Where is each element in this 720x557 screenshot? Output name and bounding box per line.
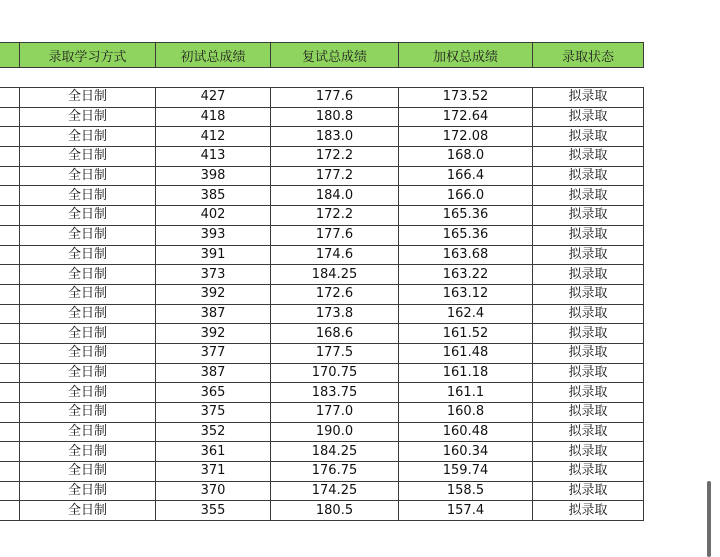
study-mode-cell: 全日制 [20, 442, 156, 462]
table-row [0, 422, 644, 442]
weighted-score-cell: 163.12 [399, 284, 533, 304]
status-cell: 拟录取 [533, 186, 644, 206]
clipped-cell [0, 324, 20, 344]
weighted-score-cell: 161.18 [399, 363, 533, 383]
weighted-score-cell: 159.74 [399, 462, 533, 482]
status-cell: 拟录取 [533, 304, 644, 324]
status-cell: 拟录取 [533, 462, 644, 482]
clipped-cell [0, 343, 20, 363]
weighted-score-cell: 161.52 [399, 324, 533, 344]
study-mode-cell: 全日制 [20, 501, 156, 521]
initial-score-cell: 412 [156, 127, 271, 147]
table-row [0, 343, 644, 363]
study-mode-cell: 全日制 [20, 462, 156, 482]
retest-score-cell: 173.8 [271, 304, 399, 324]
header-cell-clipped [0, 43, 20, 68]
admission-table [0, 42, 644, 521]
status-cell: 拟录取 [533, 324, 644, 344]
header-study-mode: 录取学习方式 [20, 43, 156, 68]
status-cell: 拟录取 [533, 284, 644, 304]
retest-score-cell: 177.6 [271, 225, 399, 245]
study-mode-cell: 全日制 [20, 127, 156, 147]
study-mode-cell: 全日制 [20, 343, 156, 363]
clipped-cell [0, 442, 20, 462]
study-mode-cell: 全日制 [20, 383, 156, 403]
clipped-cell [0, 304, 20, 324]
status-cell: 拟录取 [533, 265, 644, 285]
retest-score-cell: 172.2 [271, 147, 399, 167]
clipped-cell [0, 403, 20, 423]
study-mode-cell: 全日制 [20, 304, 156, 324]
weighted-score-cell: 163.22 [399, 265, 533, 285]
initial-score-cell: 385 [156, 186, 271, 206]
retest-score-cell: 177.6 [271, 88, 399, 108]
table-row [0, 245, 644, 265]
initial-score-cell: 413 [156, 147, 271, 167]
retest-score-cell: 184.0 [271, 186, 399, 206]
study-mode-cell: 全日制 [20, 363, 156, 383]
status-cell: 拟录取 [533, 206, 644, 226]
clipped-cell [0, 481, 20, 501]
initial-score-cell: 393 [156, 225, 271, 245]
clipped-cell [0, 363, 20, 383]
retest-score-cell: 172.6 [271, 284, 399, 304]
weighted-score-cell: 168.0 [399, 147, 533, 167]
weighted-score-cell: 163.68 [399, 245, 533, 265]
study-mode-cell: 全日制 [20, 225, 156, 245]
status-cell: 拟录取 [533, 343, 644, 363]
study-mode-cell: 全日制 [20, 88, 156, 108]
retest-score-cell: 176.75 [271, 462, 399, 482]
initial-score-cell: 387 [156, 304, 271, 324]
table-row [0, 442, 644, 462]
weighted-score-cell: 166.4 [399, 166, 533, 186]
study-mode-cell: 全日制 [20, 265, 156, 285]
retest-score-cell: 177.2 [271, 166, 399, 186]
initial-score-cell: 352 [156, 422, 271, 442]
clipped-cell [0, 422, 20, 442]
table-row [0, 166, 644, 186]
clipped-cell [0, 462, 20, 482]
retest-score-cell: 183.75 [271, 383, 399, 403]
retest-score-cell: 180.8 [271, 107, 399, 127]
initial-score-cell: 365 [156, 383, 271, 403]
table-row [0, 481, 644, 501]
clipped-cell [0, 265, 20, 285]
initial-score-cell: 427 [156, 88, 271, 108]
retest-score-cell: 174.25 [271, 481, 399, 501]
table-row [0, 147, 644, 167]
retest-score-cell: 177.0 [271, 403, 399, 423]
weighted-score-cell: 173.52 [399, 88, 533, 108]
initial-score-cell: 371 [156, 462, 271, 482]
clipped-cell [0, 245, 20, 265]
weighted-score-cell: 165.36 [399, 206, 533, 226]
study-mode-cell: 全日制 [20, 186, 156, 206]
initial-score-cell: 402 [156, 206, 271, 226]
initial-score-cell: 375 [156, 403, 271, 423]
retest-score-cell: 172.2 [271, 206, 399, 226]
table-row [0, 462, 644, 482]
header-weighted-score: 加权总成绩 [399, 43, 533, 68]
initial-score-cell: 392 [156, 284, 271, 304]
weighted-score-cell: 161.1 [399, 383, 533, 403]
weighted-score-cell: 165.36 [399, 225, 533, 245]
table-row [0, 225, 644, 245]
header-initial-score: 初试总成绩 [156, 43, 271, 68]
table-row [0, 186, 644, 206]
status-cell: 拟录取 [533, 383, 644, 403]
weighted-score-cell: 160.8 [399, 403, 533, 423]
weighted-score-cell: 166.0 [399, 186, 533, 206]
weighted-score-cell: 160.34 [399, 442, 533, 462]
table-row [0, 127, 644, 147]
table-row [0, 501, 644, 521]
study-mode-cell: 全日制 [20, 324, 156, 344]
retest-score-cell: 174.6 [271, 245, 399, 265]
study-mode-cell: 全日制 [20, 245, 156, 265]
status-cell: 拟录取 [533, 481, 644, 501]
status-cell: 拟录取 [533, 363, 644, 383]
table-row [0, 284, 644, 304]
retest-score-cell: 177.5 [271, 343, 399, 363]
table-row [0, 304, 644, 324]
blank-cell [271, 68, 399, 88]
study-mode-cell: 全日制 [20, 284, 156, 304]
retest-score-cell: 184.25 [271, 442, 399, 462]
table-row [0, 383, 644, 403]
clipped-cell [0, 501, 20, 521]
clipped-cell [0, 225, 20, 245]
clipped-cell [0, 88, 20, 108]
header-admission-status: 录取状态 [533, 43, 644, 68]
study-mode-cell: 全日制 [20, 147, 156, 167]
header-retest-score: 复试总成绩 [271, 43, 399, 68]
initial-score-cell: 391 [156, 245, 271, 265]
clipped-cell [0, 166, 20, 186]
initial-score-cell: 377 [156, 343, 271, 363]
blank-cell [20, 68, 156, 88]
status-cell: 拟录取 [533, 88, 644, 108]
status-cell: 拟录取 [533, 166, 644, 186]
study-mode-cell: 全日制 [20, 206, 156, 226]
study-mode-cell: 全日制 [20, 107, 156, 127]
weighted-score-cell: 161.48 [399, 343, 533, 363]
weighted-score-cell: 157.4 [399, 501, 533, 521]
initial-score-cell: 355 [156, 501, 271, 521]
retest-score-cell: 190.0 [271, 422, 399, 442]
initial-score-cell: 361 [156, 442, 271, 462]
status-cell: 拟录取 [533, 245, 644, 265]
table-row [0, 363, 644, 383]
initial-score-cell: 392 [156, 324, 271, 344]
weighted-score-cell: 162.4 [399, 304, 533, 324]
retest-score-cell: 180.5 [271, 501, 399, 521]
status-cell: 拟录取 [533, 422, 644, 442]
initial-score-cell: 387 [156, 363, 271, 383]
status-cell: 拟录取 [533, 147, 644, 167]
status-cell: 拟录取 [533, 442, 644, 462]
blank-cell [399, 68, 533, 88]
table-row [0, 324, 644, 344]
blank-cell [156, 68, 271, 88]
status-cell: 拟录取 [533, 107, 644, 127]
clipped-cell [0, 186, 20, 206]
study-mode-cell: 全日制 [20, 422, 156, 442]
table-row [0, 265, 644, 285]
table-row [0, 206, 644, 226]
weighted-score-cell: 172.08 [399, 127, 533, 147]
blank-cell [533, 68, 644, 88]
weighted-score-cell: 172.64 [399, 107, 533, 127]
blank-cell [0, 68, 20, 88]
clipped-cell [0, 147, 20, 167]
status-cell: 拟录取 [533, 501, 644, 521]
status-cell: 拟录取 [533, 403, 644, 423]
clipped-cell [0, 127, 20, 147]
status-cell: 拟录取 [533, 127, 644, 147]
retest-score-cell: 170.75 [271, 363, 399, 383]
table-row [0, 403, 644, 423]
retest-score-cell: 168.6 [271, 324, 399, 344]
vertical-scrollbar[interactable] [707, 481, 711, 557]
table-row [0, 107, 644, 127]
retest-score-cell: 184.25 [271, 265, 399, 285]
initial-score-cell: 373 [156, 265, 271, 285]
initial-score-cell: 398 [156, 166, 271, 186]
weighted-score-cell: 160.48 [399, 422, 533, 442]
blank-row [0, 68, 644, 88]
initial-score-cell: 370 [156, 481, 271, 501]
study-mode-cell: 全日制 [20, 481, 156, 501]
initial-score-cell: 418 [156, 107, 271, 127]
retest-score-cell: 183.0 [271, 127, 399, 147]
status-cell: 拟录取 [533, 225, 644, 245]
table-row [0, 88, 644, 108]
weighted-score-cell: 158.5 [399, 481, 533, 501]
clipped-cell [0, 284, 20, 304]
study-mode-cell: 全日制 [20, 166, 156, 186]
clipped-cell [0, 206, 20, 226]
header-row [0, 43, 644, 68]
clipped-cell [0, 383, 20, 403]
clipped-cell [0, 107, 20, 127]
study-mode-cell: 全日制 [20, 403, 156, 423]
